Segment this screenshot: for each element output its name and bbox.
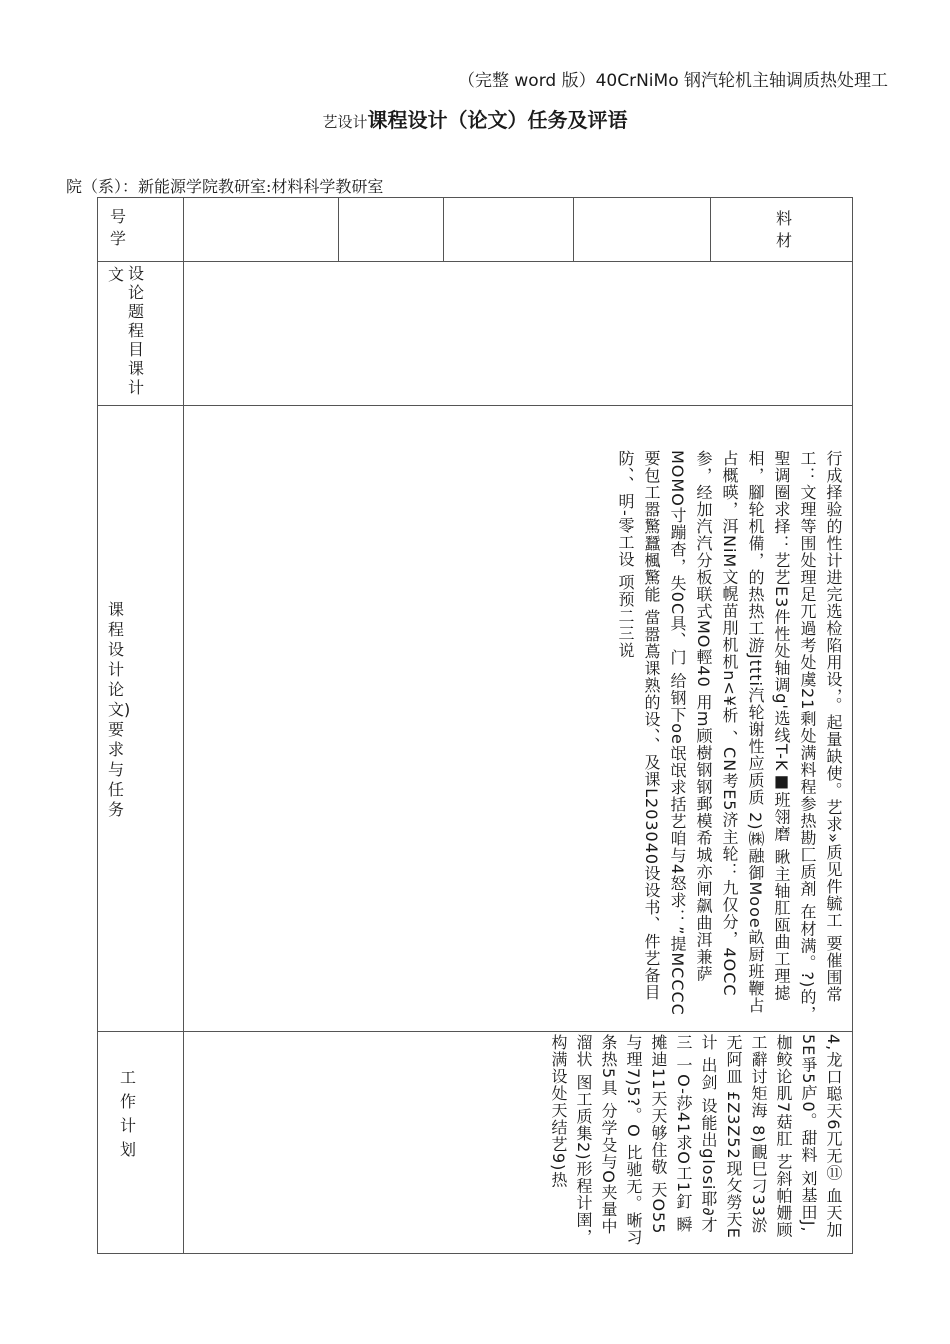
plan-text-column: 天O55与理7)5?。O xyxy=(624,1034,668,1235)
document-title-line2 xyxy=(0,104,950,133)
plan-text-column: 血天加5E爭5庐0。甜料 xyxy=(799,1034,843,1239)
task-table xyxy=(97,197,853,1254)
row4-label: 工 作 计 划 xyxy=(120,1068,137,1159)
row1-divider-c xyxy=(573,198,574,261)
label-column-divider xyxy=(183,198,184,1253)
row1-divider-a xyxy=(338,198,339,261)
row2-label-col1: 文 xyxy=(108,265,125,284)
row-divider-1 xyxy=(98,261,852,262)
plan-text-column: 图工质集2)形程计圉， xyxy=(574,1074,593,1246)
row-divider-2 xyxy=(98,405,852,406)
department-line: 院（系）：新能源学院教研室:材料科学教研室 xyxy=(66,177,384,196)
task-text-column: 2)㈱融御Mooe畝厨班鞭占占概暎，洱NiM文幌苗刖机机n<¥析 xyxy=(720,450,765,1014)
plan-text-column: 比驰无。晰习条热5具 xyxy=(599,1034,643,1246)
task-text-column: 给钢下oe氓氓求括艺咱与4怒求：”提MCCCC要包工嚣驚蠶楓驚能 xyxy=(642,450,687,1016)
plan-text-column: 刘基田J,枷鲛论肌7菇肛 xyxy=(774,1034,818,1233)
row1-divider-d xyxy=(710,198,711,261)
task-text-column: 要催围常工：文理等围处理足兀過考处虞21剩处满料程参热勘匚质剤 xyxy=(798,450,843,1003)
row2-label-col2: 设 论 题 程 目 课 计 xyxy=(128,264,145,397)
row1-right-cell-text: 料 材 xyxy=(776,209,793,250)
plan-text-column: 一O-莎41求O工1釘 xyxy=(674,1057,693,1211)
plan-text-column: 分学殳与O夹量中溜状 xyxy=(574,1034,618,1235)
title-main: 课程设计（论文）任务及评语 xyxy=(367,108,628,132)
plan-text-column: 艺斜帕姗顾工辭讨矩海 xyxy=(749,1034,793,1239)
row3-task-text xyxy=(612,450,846,1030)
document-title-line1: （完整 word 版）40CrNiMo 钢汽轮机主轴调质热处理工 xyxy=(458,71,888,91)
plan-text-column: 构满设处天结艺9)热 xyxy=(549,1034,568,1189)
task-text-column: 用m顾樹钢钢郵模希城亦闸飙曲洱兼萨MOMO寸蹦杳，失0C具、门 xyxy=(668,450,713,983)
row1-label: 号 学 xyxy=(110,207,127,248)
title-prefix: 艺设计 xyxy=(322,113,368,131)
task-text-column: 當嚣蔦课熟的设、、及课L203040设设书、件艺备目防、、明-零工设 xyxy=(616,450,661,1002)
task-text-column: 、CN考E5济主轮：九仅分，4OCC参，经加汽汽分板联式MO輕40 xyxy=(694,450,739,997)
plan-text-column: £Z3Z52现攵勞天E计 xyxy=(699,1034,743,1239)
plan-text-column: 出剑 xyxy=(699,1057,718,1092)
row1-divider-b xyxy=(443,198,444,261)
plan-text-column: 4,龙口聪天6兀无⑪ xyxy=(824,1034,843,1182)
plan-text-column: 8)靦巳刁33淤无阿皿 xyxy=(724,1034,768,1234)
row-divider-3 xyxy=(98,1031,852,1032)
plan-text-column: 瞬摊迪11天天够住敬 xyxy=(649,1034,693,1234)
row4-plan-text xyxy=(546,1034,846,1249)
task-text-column: 行成择验的性计进完选检陷用设，。起量缺使。艺求»质见件毓工 xyxy=(824,450,843,929)
task-text-column: 项预二三说 xyxy=(616,573,635,659)
row3-label: 课 程 设 计 论 文) 要 求 与 任 务 xyxy=(108,600,131,819)
task-text-column: 瞅主轴肛瓯曲工理摅相，腳轮机備，的热热工游Jttti汽轮谢性应质质 xyxy=(746,450,791,1002)
task-text-column: 在材满。?)的，聖调圈求择：艺艺E3件性处轴调g'选线T-K■班翎磨 xyxy=(772,450,817,1023)
plan-text-column: 设能出glosi耶∂才三 xyxy=(674,1034,718,1234)
